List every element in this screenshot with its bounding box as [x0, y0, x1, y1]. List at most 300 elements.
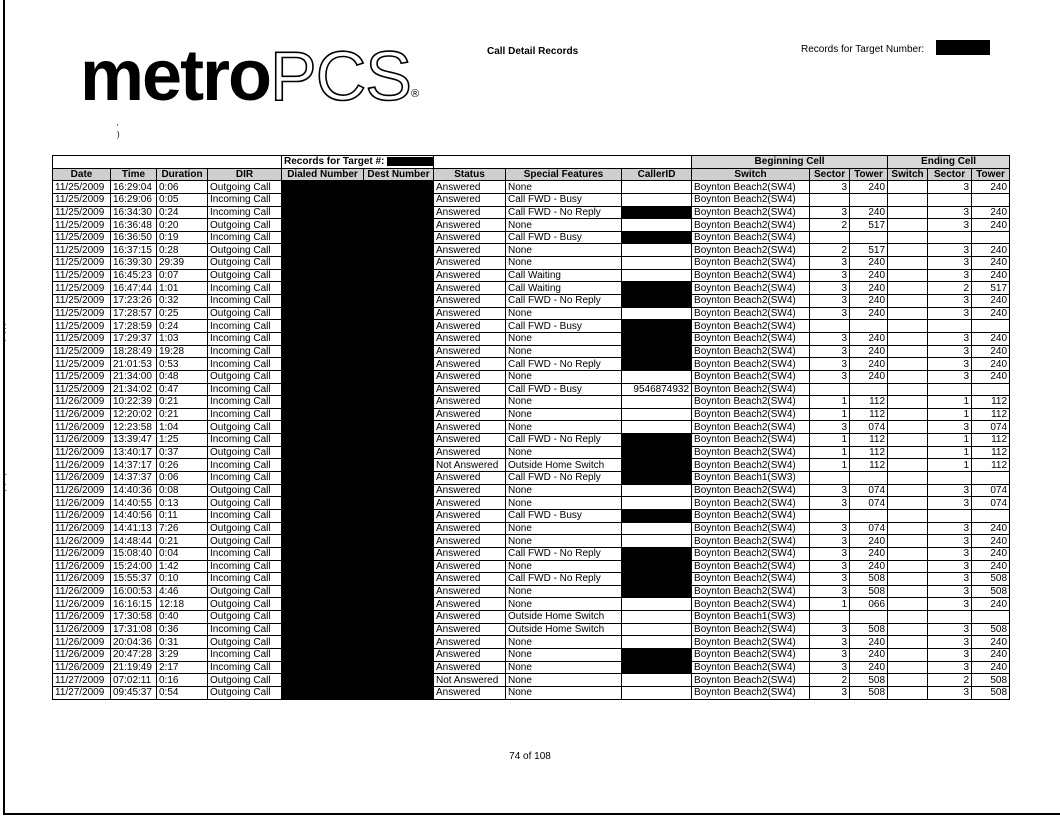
- cell-special-features: None: [506, 408, 622, 421]
- cell-begin-sector: 2: [810, 219, 850, 232]
- cell-begin-tower: 508: [850, 623, 888, 636]
- cell-duration: 0:16: [157, 674, 208, 687]
- cell-dir: Outgoing Call: [208, 611, 282, 624]
- cell-special-features: Call FWD - No Reply: [506, 295, 622, 308]
- cell-begin-switch: Boynton Beach2(SW4): [692, 383, 810, 396]
- cell-begin-sector: 3: [810, 358, 850, 371]
- cell-end-sector: 3: [928, 648, 972, 661]
- cell-end-switch: [888, 320, 928, 333]
- cell-begin-sector: 1: [810, 446, 850, 459]
- cell-end-switch: [888, 509, 928, 522]
- cell-end-switch: [888, 686, 928, 699]
- cell-special-features: Call Waiting: [506, 282, 622, 295]
- cell-callerid: [622, 219, 692, 232]
- cell-callerid: [622, 307, 692, 320]
- cell-begin-tower: 240: [850, 282, 888, 295]
- cell-dest-number-redacted: [364, 295, 434, 308]
- cell-begin-switch: Boynton Beach2(SW4): [692, 598, 810, 611]
- cell-begin-tower: [850, 509, 888, 522]
- cell-end-tower: 508: [972, 686, 1010, 699]
- cell-end-tower: 240: [972, 661, 1010, 674]
- table-row: [53, 446, 1010, 459]
- cell-dir: Outgoing Call: [208, 421, 282, 434]
- cell-time: 15:55:37: [111, 573, 157, 586]
- cell-begin-switch: Boynton Beach2(SW4): [692, 244, 810, 257]
- table-row: [53, 383, 1010, 396]
- logo-pcs-text: PCS: [270, 37, 411, 115]
- cell-dir: Incoming Call: [208, 472, 282, 485]
- beginning-cell-header: Beginning Cell: [692, 156, 888, 169]
- cell-dest-number-redacted: [364, 269, 434, 282]
- cell-duration: 0:28: [157, 244, 208, 257]
- page-border-bottom: [3, 813, 1060, 815]
- cell-end-switch: [888, 636, 928, 649]
- cell-dialed-number-redacted: [282, 193, 364, 206]
- cell-callerid-redacted: [622, 358, 692, 371]
- cell-begin-tower: [850, 611, 888, 624]
- cell-end-switch: [888, 459, 928, 472]
- cell-end-sector: 1: [928, 396, 972, 409]
- cell-dialed-number-redacted: [282, 396, 364, 409]
- cell-special-features: None: [506, 598, 622, 611]
- cell-end-tower: 240: [972, 332, 1010, 345]
- cell-dialed-number-redacted: [282, 661, 364, 674]
- cell-end-switch: [888, 307, 928, 320]
- table-row: [53, 231, 1010, 244]
- cell-callerid: [622, 611, 692, 624]
- cell-duration: 0:10: [157, 573, 208, 586]
- cell-end-tower: [972, 509, 1010, 522]
- cell-dir: Outgoing Call: [208, 674, 282, 687]
- cell-begin-sector: 3: [810, 421, 850, 434]
- cell-status: Answered: [434, 307, 506, 320]
- cell-begin-switch: Boynton Beach2(SW4): [692, 535, 810, 548]
- cell-status: Answered: [434, 295, 506, 308]
- column-header-callerid: CallerID: [622, 168, 692, 181]
- cell-special-features: None: [506, 585, 622, 598]
- cell-dir: Outgoing Call: [208, 636, 282, 649]
- column-header-status: Status: [434, 168, 506, 181]
- cell-time: 18:28:49: [111, 345, 157, 358]
- cell-duration: 1:03: [157, 332, 208, 345]
- cell-dir: Outgoing Call: [208, 497, 282, 510]
- cell-end-switch: [888, 269, 928, 282]
- cell-end-sector: 3: [928, 560, 972, 573]
- cell-callerid: [622, 674, 692, 687]
- cell-end-switch: [888, 370, 928, 383]
- cell-callerid-redacted: [622, 547, 692, 560]
- cell-begin-sector: 3: [810, 282, 850, 295]
- cell-begin-sector: [810, 472, 850, 485]
- cell-status: Answered: [434, 193, 506, 206]
- cell-status: Answered: [434, 560, 506, 573]
- cell-begin-tower: 240: [850, 345, 888, 358]
- table-row: [53, 686, 1010, 699]
- table-row: [53, 459, 1010, 472]
- cell-date: 11/27/2009: [53, 686, 111, 699]
- cell-begin-sector: 1: [810, 408, 850, 421]
- cell-end-switch: [888, 560, 928, 573]
- cell-begin-sector: 2: [810, 674, 850, 687]
- cell-begin-sector: 3: [810, 560, 850, 573]
- cell-end-tower: [972, 320, 1010, 333]
- cell-begin-tower: 240: [850, 648, 888, 661]
- cell-callerid: [622, 522, 692, 535]
- cell-begin-tower: 074: [850, 484, 888, 497]
- cell-dir: Incoming Call: [208, 358, 282, 371]
- cell-dir: Outgoing Call: [208, 585, 282, 598]
- cell-dialed-number-redacted: [282, 370, 364, 383]
- cell-status: Answered: [434, 332, 506, 345]
- cell-end-tower: 112: [972, 446, 1010, 459]
- cell-begin-switch: Boynton Beach2(SW4): [692, 573, 810, 586]
- cell-status: Answered: [434, 598, 506, 611]
- cell-dest-number-redacted: [364, 522, 434, 535]
- cell-end-sector: 1: [928, 408, 972, 421]
- cell-dest-number-redacted: [364, 206, 434, 219]
- cell-callerid: [622, 598, 692, 611]
- cell-begin-tower: 112: [850, 408, 888, 421]
- cell-end-switch: [888, 598, 928, 611]
- cell-dialed-number-redacted: [282, 522, 364, 535]
- cell-duration: 0:06: [157, 472, 208, 485]
- cell-dest-number-redacted: [364, 611, 434, 624]
- cell-end-switch: [888, 484, 928, 497]
- column-header-dest-number: Dest Number: [364, 168, 434, 181]
- cell-status: Answered: [434, 206, 506, 219]
- cell-duration: 0:21: [157, 535, 208, 548]
- cell-end-sector: 1: [928, 446, 972, 459]
- cell-special-features: Call FWD - Busy: [506, 231, 622, 244]
- cell-begin-sector: 3: [810, 269, 850, 282]
- table-body: [53, 181, 1010, 699]
- cell-duration: 0:06: [157, 181, 208, 194]
- cell-special-features: None: [506, 307, 622, 320]
- cell-dir: Incoming Call: [208, 320, 282, 333]
- column-header-date: Date: [53, 168, 111, 181]
- cell-begin-switch: Boynton Beach2(SW4): [692, 686, 810, 699]
- cell-callerid: [622, 686, 692, 699]
- cell-special-features: None: [506, 181, 622, 194]
- cell-end-switch: [888, 181, 928, 194]
- cell-begin-tower: 074: [850, 497, 888, 510]
- cell-date: 11/25/2009: [53, 206, 111, 219]
- cell-end-switch: [888, 611, 928, 624]
- cell-end-sector: 3: [928, 535, 972, 548]
- cell-duration: 0:08: [157, 484, 208, 497]
- cell-duration: 0:36: [157, 623, 208, 636]
- cell-begin-switch: Boynton Beach2(SW4): [692, 219, 810, 232]
- cell-end-sector: 3: [928, 358, 972, 371]
- cell-begin-sector: 1: [810, 434, 850, 447]
- cell-dest-number-redacted: [364, 648, 434, 661]
- logo-registered-mark: ®: [410, 88, 420, 100]
- cell-special-features: None: [506, 421, 622, 434]
- cell-dialed-number-redacted: [282, 421, 364, 434]
- cell-dir: Outgoing Call: [208, 598, 282, 611]
- table-row: [53, 320, 1010, 333]
- cell-date: 11/26/2009: [53, 509, 111, 522]
- cell-begin-sector: [810, 231, 850, 244]
- cell-time: 16:47:44: [111, 282, 157, 295]
- cell-end-switch: [888, 434, 928, 447]
- cell-dest-number-redacted: [364, 193, 434, 206]
- cell-duration: 3:29: [157, 648, 208, 661]
- cell-time: 16:29:06: [111, 193, 157, 206]
- cell-dest-number-redacted: [364, 661, 434, 674]
- cell-dest-number-redacted: [364, 244, 434, 257]
- cell-duration: 0:53: [157, 358, 208, 371]
- cell-duration: 0:37: [157, 446, 208, 459]
- cell-begin-switch: Boynton Beach2(SW4): [692, 396, 810, 409]
- cell-dir: Incoming Call: [208, 434, 282, 447]
- cell-callerid: [622, 484, 692, 497]
- cell-dialed-number-redacted: [282, 509, 364, 522]
- cell-dest-number-redacted: [364, 484, 434, 497]
- cell-dir: Outgoing Call: [208, 446, 282, 459]
- cell-end-tower: [972, 611, 1010, 624]
- cell-dialed-number-redacted: [282, 257, 364, 270]
- cell-dialed-number-redacted: [282, 181, 364, 194]
- cell-begin-switch: Boynton Beach2(SW4): [692, 522, 810, 535]
- column-header-special-features: Special Features: [506, 168, 622, 181]
- cell-date: 11/26/2009: [53, 497, 111, 510]
- cell-callerid: [622, 257, 692, 270]
- cell-begin-tower: 517: [850, 244, 888, 257]
- cell-status: Answered: [434, 472, 506, 485]
- cell-begin-switch: Boynton Beach2(SW4): [692, 459, 810, 472]
- cell-dir: Outgoing Call: [208, 370, 282, 383]
- cell-dialed-number-redacted: [282, 573, 364, 586]
- cell-special-features: Call Waiting: [506, 269, 622, 282]
- cell-begin-sector: 3: [810, 686, 850, 699]
- cell-callerid-redacted: [622, 332, 692, 345]
- cell-special-features: Call FWD - No Reply: [506, 358, 622, 371]
- cell-time: 12:20:02: [111, 408, 157, 421]
- cell-dialed-number-redacted: [282, 648, 364, 661]
- cell-date: 11/26/2009: [53, 459, 111, 472]
- cell-begin-switch: Boynton Beach2(SW4): [692, 206, 810, 219]
- cell-time: 16:00:53: [111, 585, 157, 598]
- cell-dir: Incoming Call: [208, 408, 282, 421]
- cell-dir: Incoming Call: [208, 383, 282, 396]
- cell-begin-switch: Boynton Beach2(SW4): [692, 193, 810, 206]
- cell-begin-switch: Boynton Beach2(SW4): [692, 509, 810, 522]
- table-row: [53, 370, 1010, 383]
- cell-end-switch: [888, 408, 928, 421]
- cell-duration: 1:25: [157, 434, 208, 447]
- cell-end-sector: 3: [928, 421, 972, 434]
- cell-end-sector: 3: [928, 661, 972, 674]
- cell-end-sector: [928, 509, 972, 522]
- cell-begin-switch: Boynton Beach2(SW4): [692, 585, 810, 598]
- cell-end-sector: 3: [928, 573, 972, 586]
- cell-begin-switch: Boynton Beach1(SW3): [692, 472, 810, 485]
- cell-special-features: None: [506, 560, 622, 573]
- cell-time: 21:34:02: [111, 383, 157, 396]
- cell-special-features: None: [506, 332, 622, 345]
- cell-end-switch: [888, 547, 928, 560]
- cell-end-tower: 240: [972, 648, 1010, 661]
- cell-dir: Outgoing Call: [208, 219, 282, 232]
- cell-time: 14:40:36: [111, 484, 157, 497]
- cell-status: Answered: [434, 257, 506, 270]
- cell-time: 20:04:36: [111, 636, 157, 649]
- cell-end-switch: [888, 282, 928, 295]
- cell-begin-switch: Boynton Beach2(SW4): [692, 648, 810, 661]
- cell-begin-sector: [810, 611, 850, 624]
- cell-time: 15:08:40: [111, 547, 157, 560]
- cell-duration: 0:54: [157, 686, 208, 699]
- cell-status: Answered: [434, 661, 506, 674]
- cell-end-sector: 3: [928, 219, 972, 232]
- column-header-begin-switch: Switch: [692, 168, 810, 181]
- cell-begin-tower: [850, 193, 888, 206]
- table-row: [53, 434, 1010, 447]
- cell-begin-tower: 240: [850, 661, 888, 674]
- cell-special-features: Call FWD - No Reply: [506, 573, 622, 586]
- cell-begin-sector: 2: [810, 244, 850, 257]
- cell-duration: 0:20: [157, 219, 208, 232]
- table-row: [53, 472, 1010, 485]
- cell-duration: 0:24: [157, 320, 208, 333]
- cell-callerid-redacted: [622, 434, 692, 447]
- cell-end-tower: 240: [972, 269, 1010, 282]
- cell-duration: 0:19: [157, 231, 208, 244]
- cell-end-tower: 240: [972, 219, 1010, 232]
- cell-end-switch: [888, 674, 928, 687]
- cell-end-switch: [888, 522, 928, 535]
- cell-dialed-number-redacted: [282, 383, 364, 396]
- cell-status: Answered: [434, 497, 506, 510]
- cell-begin-sector: 3: [810, 332, 850, 345]
- cell-begin-switch: Boynton Beach2(SW4): [692, 661, 810, 674]
- cell-callerid-redacted: [622, 459, 692, 472]
- cell-begin-tower: [850, 231, 888, 244]
- cell-duration: 0:47: [157, 383, 208, 396]
- cell-end-switch: [888, 497, 928, 510]
- cell-end-tower: [972, 231, 1010, 244]
- cell-begin-tower: 240: [850, 257, 888, 270]
- cell-end-switch: [888, 219, 928, 232]
- cell-dest-number-redacted: [364, 345, 434, 358]
- cell-dir: Incoming Call: [208, 282, 282, 295]
- cell-dest-number-redacted: [364, 434, 434, 447]
- cell-special-features: None: [506, 522, 622, 535]
- cell-dialed-number-redacted: [282, 497, 364, 510]
- cell-begin-sector: 1: [810, 598, 850, 611]
- records-for-target-header: Records for Target #:: [282, 156, 434, 169]
- cell-duration: 0:31: [157, 636, 208, 649]
- cell-callerid-redacted: [622, 573, 692, 586]
- table-row: [53, 282, 1010, 295]
- cell-date: 11/25/2009: [53, 193, 111, 206]
- cell-begin-tower: 240: [850, 636, 888, 649]
- cell-begin-sector: 3: [810, 181, 850, 194]
- target-number-label: Records for Target Number:: [801, 44, 925, 55]
- cell-begin-switch: Boynton Beach2(SW4): [692, 231, 810, 244]
- cell-date: 11/26/2009: [53, 446, 111, 459]
- cell-end-sector: 3: [928, 547, 972, 560]
- cell-dialed-number-redacted: [282, 434, 364, 447]
- cell-begin-tower: 240: [850, 269, 888, 282]
- table-row: [53, 573, 1010, 586]
- cell-time: 21:01:53: [111, 358, 157, 371]
- table-row: [53, 509, 1010, 522]
- cell-dest-number-redacted: [364, 181, 434, 194]
- cell-dialed-number-redacted: [282, 446, 364, 459]
- cell-date: 11/26/2009: [53, 648, 111, 661]
- cell-begin-sector: 3: [810, 206, 850, 219]
- cell-time: 13:39:47: [111, 434, 157, 447]
- cell-dir: Incoming Call: [208, 661, 282, 674]
- cell-begin-switch: Boynton Beach2(SW4): [692, 269, 810, 282]
- cell-end-tower: 240: [972, 358, 1010, 371]
- cell-date: 11/25/2009: [53, 295, 111, 308]
- cell-date: 11/25/2009: [53, 269, 111, 282]
- cell-duration: 0:25: [157, 307, 208, 320]
- page-number: 74 of 108: [509, 751, 551, 762]
- cell-begin-switch: Boynton Beach2(SW4): [692, 636, 810, 649]
- cell-dest-number-redacted: [364, 636, 434, 649]
- cell-end-sector: [928, 472, 972, 485]
- table-row: [53, 636, 1010, 649]
- cell-end-tower: [972, 193, 1010, 206]
- cell-special-features: None: [506, 244, 622, 257]
- cell-time: 16:36:50: [111, 231, 157, 244]
- cell-dest-number-redacted: [364, 282, 434, 295]
- cell-dir: Incoming Call: [208, 345, 282, 358]
- cell-callerid-redacted: [622, 295, 692, 308]
- cell-end-tower: [972, 383, 1010, 396]
- cell-dir: Incoming Call: [208, 573, 282, 586]
- table-row: [53, 560, 1010, 573]
- column-header-time: Time: [111, 168, 157, 181]
- cell-callerid: 9546874932: [622, 383, 692, 396]
- cell-end-tower: 240: [972, 547, 1010, 560]
- cell-end-sector: 3: [928, 244, 972, 257]
- call-records-table: [52, 155, 1010, 700]
- cell-duration: 0:21: [157, 396, 208, 409]
- cell-begin-switch: Boynton Beach2(SW4): [692, 484, 810, 497]
- cell-duration: 0:07: [157, 269, 208, 282]
- cell-time: 16:29:04: [111, 181, 157, 194]
- cell-end-sector: 3: [928, 598, 972, 611]
- cell-end-tower: 240: [972, 535, 1010, 548]
- cell-dialed-number-redacted: [282, 269, 364, 282]
- cell-end-sector: 3: [928, 206, 972, 219]
- cell-dest-number-redacted: [364, 509, 434, 522]
- column-header-end-tower: Tower: [972, 168, 1010, 181]
- cell-status: Answered: [434, 434, 506, 447]
- cell-end-tower: 240: [972, 522, 1010, 535]
- cell-special-features: Call FWD - Busy: [506, 193, 622, 206]
- cell-special-features: Call FWD - No Reply: [506, 434, 622, 447]
- cell-begin-switch: Boynton Beach2(SW4): [692, 560, 810, 573]
- cell-date: 11/25/2009: [53, 332, 111, 345]
- cell-dialed-number-redacted: [282, 332, 364, 345]
- cell-end-sector: [928, 320, 972, 333]
- cell-dialed-number-redacted: [282, 295, 364, 308]
- cell-time: 07:02:11: [111, 674, 157, 687]
- cell-dest-number-redacted: [364, 332, 434, 345]
- table-row: [53, 257, 1010, 270]
- cell-dest-number-redacted: [364, 472, 434, 485]
- cell-duration: 0:04: [157, 547, 208, 560]
- cell-callerid-redacted: [622, 585, 692, 598]
- cell-begin-switch: Boynton Beach2(SW4): [692, 421, 810, 434]
- table-row: [53, 206, 1010, 219]
